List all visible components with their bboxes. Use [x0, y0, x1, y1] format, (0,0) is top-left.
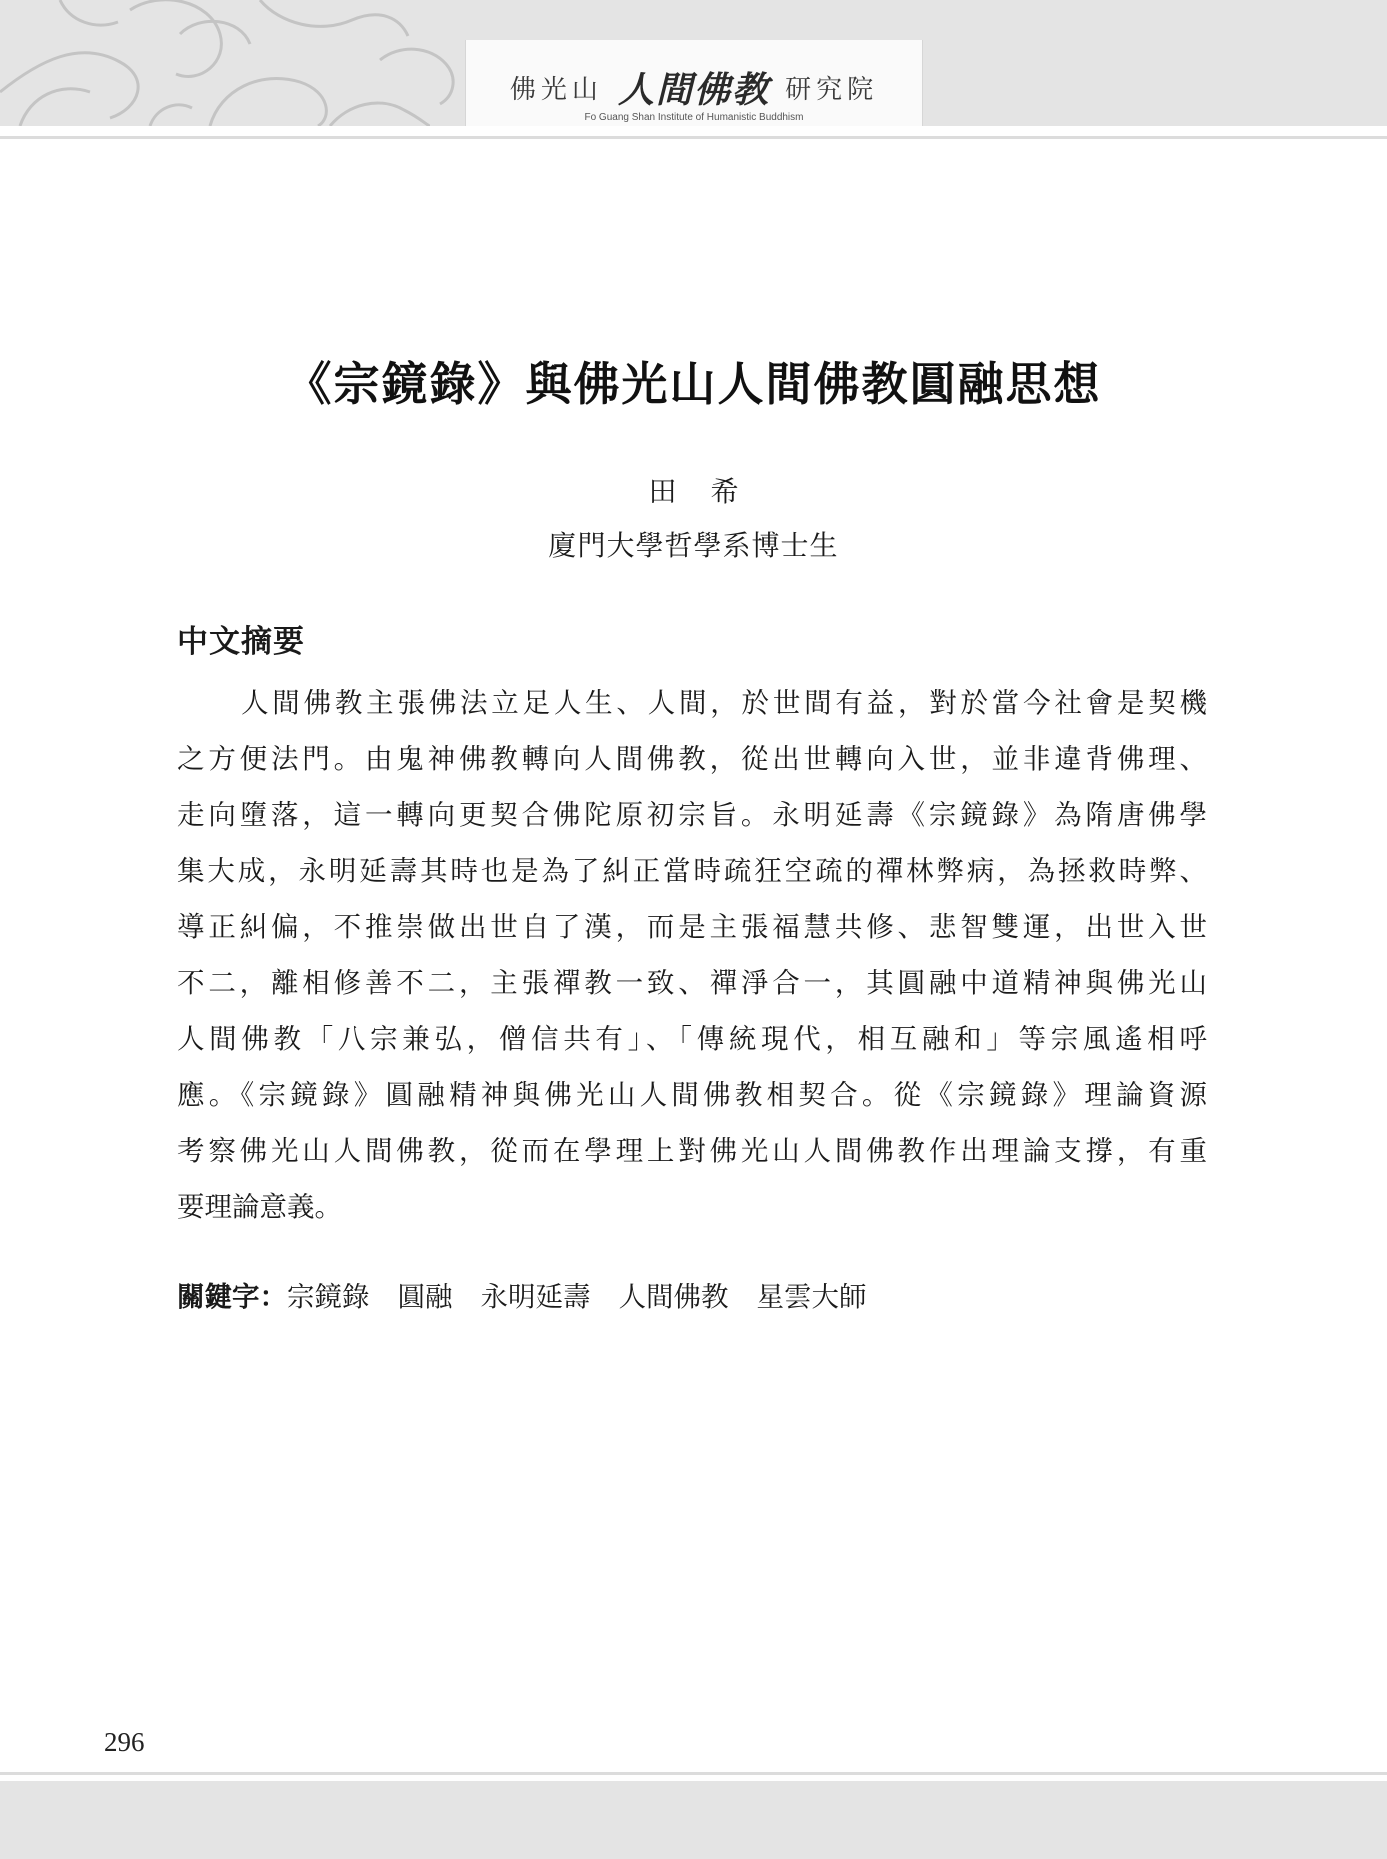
institute-logo-box	[465, 40, 923, 126]
header-rule	[0, 136, 1387, 139]
logo-suffix: 研究院	[785, 75, 879, 105]
lotus-pattern-icon	[0, 0, 470, 126]
logo-english: Fo Guang Shan Institute of Humanistic Buddhism	[584, 112, 804, 123]
header-band	[0, 0, 1387, 126]
keyword-item: 星雲大師	[756, 1281, 867, 1313]
paper-title: 《宗鏡錄》與佛光山人間佛教圓融思想	[285, 357, 1102, 411]
abstract-line: 導正糾偏，不推崇做出世自了漢，而是主張福慧共修、悲智雙運，出世入世	[177, 911, 1207, 943]
keyword-item: 宗鏡錄	[287, 1281, 370, 1313]
abstract-line: 考察佛光山人間佛教，從而在學理上對佛光山人間佛教作出理論支撐，有重	[177, 1135, 1207, 1167]
logo-prefix: 佛光山	[509, 75, 603, 105]
logo-main: 人間佛教	[617, 69, 770, 111]
keywords	[177, 1274, 895, 1314]
institute-logo	[466, 62, 922, 113]
abstract-line: 之方便法門。由鬼神佛教轉向人間佛教，從出世轉向入世，並非違背佛理、	[177, 743, 1207, 775]
abstract-line: 要理論意義。	[177, 1191, 342, 1223]
abstract-heading: 中文摘要	[177, 624, 305, 660]
footer-band	[0, 1781, 1387, 1859]
author-affiliation: 廈門大學哲學系博士生	[548, 529, 839, 562]
abstract-line: 集大成，永明延壽其時也是為了糾正當時疏狂空疏的禪林弊病，為拯救時弊、	[177, 855, 1207, 887]
abstract-line: 不二，離相修善不二，主張禪教一致、禪淨合一，其圓融中道精神與佛光山	[177, 967, 1207, 999]
footer-rule	[0, 1772, 1387, 1775]
abstract-line: 人間佛教「八宗兼弘，僧信共有」、「傳統現代，相互融和」等宗風遙相呼	[177, 1023, 1207, 1055]
keyword-item: 永明延壽	[480, 1281, 591, 1313]
abstract-line: 人間佛教主張佛法立足人生、人間，於世間有益，對於當今社會是契機	[241, 687, 1207, 719]
page-number: 296	[104, 1727, 145, 1757]
keyword-item: 人間佛教	[618, 1281, 729, 1313]
keywords-label: 關鍵字：	[177, 1281, 287, 1313]
author-name: 田希	[648, 475, 773, 508]
abstract-body	[177, 681, 1207, 1241]
abstract-line: 走向墮落，這一轉向更契合佛陀原初宗旨。永明延壽《宗鏡錄》為隋唐佛學	[177, 799, 1207, 831]
keyword-item: 圓融	[397, 1281, 453, 1313]
abstract-line: 應。《宗鏡錄》圓融精神與佛光山人間佛教相契合。從《宗鏡錄》理論資源	[177, 1079, 1207, 1111]
